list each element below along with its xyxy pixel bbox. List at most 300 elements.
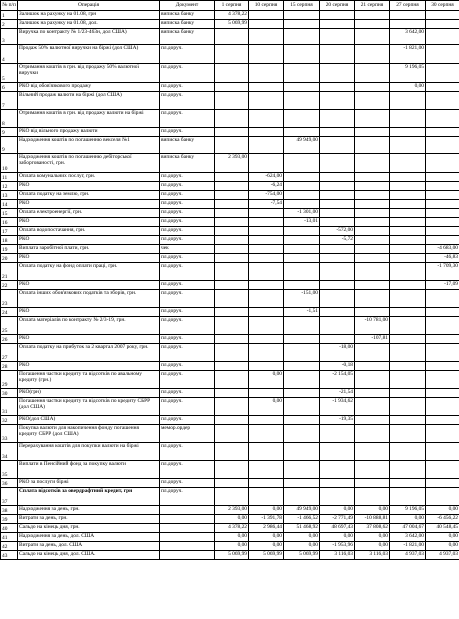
row-number: 3 — [1, 29, 18, 45]
value-cell — [320, 20, 355, 29]
row-number: 5 — [1, 64, 18, 83]
value-cell — [249, 281, 284, 290]
value-cell: 49 949,00 — [284, 506, 320, 515]
value-cell — [355, 308, 390, 317]
value-cell: -10 781,00 — [355, 317, 390, 335]
value-cell — [355, 45, 390, 64]
value-cell: 37 808,62 — [355, 524, 390, 533]
value-cell — [355, 443, 390, 461]
value-cell — [284, 110, 320, 128]
row-number: 17 — [1, 227, 18, 236]
value-cell — [320, 461, 355, 479]
value-cell: -1 391,78 — [249, 515, 284, 524]
operation-cell: РКО — [18, 182, 160, 191]
value-cell — [284, 11, 320, 20]
value-cell: -754,00 — [249, 191, 284, 200]
value-cell: -572,00 — [320, 227, 355, 236]
document-cell: пл.доруч. — [160, 263, 215, 281]
operation-cell: Сальдо на кінець дня, дол. США. — [18, 551, 160, 560]
value-cell — [355, 425, 390, 443]
value-cell — [215, 64, 249, 83]
value-cell — [426, 317, 459, 335]
operation-cell: РКО — [18, 254, 160, 263]
value-cell — [249, 488, 284, 506]
operation-cell: Погашення частки кредиту та відсотків по авальному кредиту (грн.) — [18, 371, 160, 389]
value-cell — [320, 245, 355, 254]
value-cell — [426, 308, 459, 317]
column-header: 20 серпня — [320, 1, 355, 11]
value-cell — [249, 479, 284, 488]
value-cell — [284, 398, 320, 416]
value-cell: 0,00 — [215, 533, 249, 542]
operation-cell: Оплата водопостачання, грн. — [18, 227, 160, 236]
value-cell — [426, 128, 459, 137]
operation-cell: Надходження за день, грн. — [18, 506, 160, 515]
row-number: 21 — [1, 263, 18, 281]
table-row — [1, 29, 459, 45]
value-cell: 3 116,03 — [320, 551, 355, 560]
value-cell — [215, 45, 249, 64]
value-cell — [390, 218, 426, 227]
row-number: 19 — [1, 245, 18, 254]
value-cell: -1 934,62 — [320, 398, 355, 416]
value-cell: -6,24 — [249, 182, 284, 191]
row-number: 8 — [1, 110, 18, 128]
table-row — [1, 389, 459, 398]
operation-cell: РКО(дол США) — [18, 416, 160, 425]
value-cell: 0,00 — [320, 506, 355, 515]
row-number: 11 — [1, 173, 18, 182]
value-cell — [215, 362, 249, 371]
table-row — [1, 64, 459, 83]
value-cell — [284, 317, 320, 335]
value-cell — [215, 218, 249, 227]
document-cell: пл.доруч. — [160, 128, 215, 137]
value-cell — [284, 371, 320, 389]
value-cell — [284, 227, 320, 236]
table-row — [1, 263, 459, 281]
document-cell: пл.доруч. — [160, 461, 215, 479]
table-row — [1, 110, 459, 128]
value-cell — [390, 245, 426, 254]
value-cell — [320, 173, 355, 182]
value-cell — [249, 227, 284, 236]
row-number: 22 — [1, 281, 18, 290]
value-cell — [390, 362, 426, 371]
table-row — [1, 290, 459, 308]
table-row — [1, 524, 459, 533]
value-cell — [320, 308, 355, 317]
value-cell — [355, 110, 390, 128]
document-cell: виписка банку — [160, 154, 215, 173]
value-cell — [215, 308, 249, 317]
column-header: Документ — [160, 1, 215, 11]
value-cell — [390, 443, 426, 461]
operation-cell: Оплата податку на землю, грн. — [18, 191, 160, 200]
row-number: 38 — [1, 506, 18, 515]
row-number: 16 — [1, 218, 18, 227]
value-cell — [249, 344, 284, 362]
value-cell — [284, 416, 320, 425]
value-cell — [284, 281, 320, 290]
value-cell: 48 697,43 — [320, 524, 355, 533]
document-cell — [160, 524, 215, 533]
document-cell: пл.доруч. — [160, 45, 215, 64]
value-cell — [320, 425, 355, 443]
table-row — [1, 371, 459, 389]
value-cell — [215, 371, 249, 389]
value-cell — [426, 154, 459, 173]
row-number: 36 — [1, 479, 18, 488]
document-cell: пл.доруч. — [160, 317, 215, 335]
value-cell — [215, 92, 249, 110]
value-cell — [390, 227, 426, 236]
value-cell: -1 466,52 — [284, 515, 320, 524]
table-row — [1, 542, 459, 551]
row-number: 30 — [1, 389, 18, 398]
row-number: 20 — [1, 254, 18, 263]
value-cell — [215, 398, 249, 416]
value-cell — [355, 344, 390, 362]
value-cell: 0,00 — [320, 533, 355, 542]
operation-cell: Оплата податку на фонд оплати праці, грн. — [18, 263, 160, 281]
row-number: 24 — [1, 308, 18, 317]
document-cell: пл.доруч. — [160, 488, 215, 506]
value-cell — [215, 425, 249, 443]
value-cell: -107,81 — [355, 335, 390, 344]
document-cell: пл.доруч. — [160, 308, 215, 317]
operation-cell: Перерахування коштів для покупки валюти на біржі — [18, 443, 160, 461]
value-cell — [355, 416, 390, 425]
value-cell — [355, 488, 390, 506]
value-cell: -1 301,00 — [284, 209, 320, 218]
table-row — [1, 308, 459, 317]
value-cell — [249, 209, 284, 218]
value-cell — [355, 128, 390, 137]
operation-cell: РКО — [18, 281, 160, 290]
table-row — [1, 92, 459, 110]
table-row — [1, 227, 459, 236]
value-cell — [355, 64, 390, 83]
value-cell — [390, 182, 426, 191]
value-cell — [355, 83, 390, 92]
table-row — [1, 45, 459, 64]
value-cell — [390, 128, 426, 137]
value-cell — [215, 461, 249, 479]
value-cell — [426, 227, 459, 236]
value-cell — [249, 308, 284, 317]
value-cell — [390, 281, 426, 290]
value-cell: -624,00 — [249, 173, 284, 182]
value-cell — [355, 371, 390, 389]
value-cell — [390, 254, 426, 263]
table-row — [1, 128, 459, 137]
value-cell — [320, 443, 355, 461]
value-cell: 9 196,05 — [390, 506, 426, 515]
value-cell — [355, 236, 390, 245]
table-row — [1, 281, 459, 290]
value-cell — [284, 335, 320, 344]
value-cell — [320, 83, 355, 92]
value-cell — [320, 11, 355, 20]
document-cell: пл.доруч. — [160, 236, 215, 245]
column-header: 15 серпня — [284, 1, 320, 11]
document-cell — [160, 533, 215, 542]
document-cell: виписка банку — [160, 20, 215, 29]
value-cell: -0,18 — [320, 362, 355, 371]
value-cell: -1 953,96 — [320, 542, 355, 551]
table-row — [1, 154, 459, 173]
value-cell: 0,00 — [390, 83, 426, 92]
table-row — [1, 488, 459, 506]
value-cell — [426, 344, 459, 362]
value-cell: -1 709,30 — [426, 263, 459, 281]
value-cell: 0,00 — [249, 506, 284, 515]
operation-cell: РКО за послуги біржі — [18, 479, 160, 488]
value-cell — [355, 20, 390, 29]
value-cell — [249, 254, 284, 263]
value-cell — [215, 254, 249, 263]
table-row — [1, 191, 459, 200]
table-header-row — [1, 1, 459, 11]
document-cell: пл.доруч. — [160, 200, 215, 209]
value-cell — [215, 317, 249, 335]
value-cell — [426, 362, 459, 371]
table-row — [1, 200, 459, 209]
operation-cell: Оплата матеріалів по контракту № 2/3-19, грн. — [18, 317, 160, 335]
table-row — [1, 416, 459, 425]
value-cell — [249, 64, 284, 83]
column-header: 1 серпня — [215, 1, 249, 11]
value-cell — [215, 443, 249, 461]
value-cell — [215, 281, 249, 290]
value-cell — [284, 154, 320, 173]
value-cell: 0,00 — [426, 506, 459, 515]
value-cell — [215, 191, 249, 200]
value-cell — [215, 236, 249, 245]
value-cell — [355, 398, 390, 416]
value-cell — [249, 137, 284, 154]
operation-cell: РКО — [18, 236, 160, 245]
value-cell — [215, 263, 249, 281]
value-cell — [355, 362, 390, 371]
operation-cell: Надходження за день, дол. США — [18, 533, 160, 542]
operation-cell: Покупка валюти для накопичення фонду погашення кредиту СБРР (дол США) — [18, 425, 160, 443]
value-cell: 3 642,00 — [390, 533, 426, 542]
value-cell — [390, 209, 426, 218]
document-cell: чек — [160, 245, 215, 254]
value-cell — [284, 344, 320, 362]
value-cell — [390, 173, 426, 182]
document-cell: пл.доруч. — [160, 281, 215, 290]
value-cell — [215, 227, 249, 236]
table-row — [1, 11, 459, 20]
row-number: 25 — [1, 317, 18, 335]
row-number: 10 — [1, 154, 18, 173]
value-cell — [426, 29, 459, 45]
value-cell — [249, 416, 284, 425]
value-cell — [284, 64, 320, 83]
document-cell — [160, 515, 215, 524]
operation-cell: Оплата електроенергії, грн. — [18, 209, 160, 218]
value-cell: 51 468,92 — [284, 524, 320, 533]
operation-cell: РКО від вільного продажу валюти — [18, 128, 160, 137]
value-cell — [426, 218, 459, 227]
value-cell — [249, 29, 284, 45]
value-cell — [249, 362, 284, 371]
row-number: 1 — [1, 11, 18, 20]
value-cell — [355, 137, 390, 154]
value-cell — [426, 92, 459, 110]
value-cell — [390, 290, 426, 308]
row-number: 14 — [1, 200, 18, 209]
document-cell: пл.доруч. — [160, 182, 215, 191]
table-row — [1, 515, 459, 524]
operation-cell: Отримання коштів в грн. від продажу валюти на біржі — [18, 110, 160, 128]
row-number: 12 — [1, 182, 18, 191]
column-header: Операція — [18, 1, 160, 11]
row-number: 13 — [1, 191, 18, 200]
value-cell: 0,00 — [249, 371, 284, 389]
value-cell — [355, 209, 390, 218]
value-cell: 9 196,05 — [390, 64, 426, 83]
value-cell — [284, 263, 320, 281]
value-cell — [284, 461, 320, 479]
value-cell — [426, 45, 459, 64]
value-cell — [249, 317, 284, 335]
document-cell: пл.доруч. — [160, 254, 215, 263]
document-cell: пл.доруч. — [160, 191, 215, 200]
value-cell: 4 937,03 — [426, 551, 459, 560]
value-cell — [284, 362, 320, 371]
value-cell: -4 683,00 — [426, 245, 459, 254]
value-cell — [426, 479, 459, 488]
value-cell — [215, 182, 249, 191]
value-cell — [215, 29, 249, 45]
value-cell — [355, 461, 390, 479]
operation-cell: Виплата заробітної плати, грн. — [18, 245, 160, 254]
table-row — [1, 209, 459, 218]
value-cell — [320, 209, 355, 218]
value-cell — [215, 128, 249, 137]
value-cell — [390, 335, 426, 344]
value-cell — [249, 83, 284, 92]
value-cell — [249, 20, 284, 29]
value-cell — [320, 191, 355, 200]
value-cell: 3 642,00 — [390, 29, 426, 45]
column-header: № п/п — [1, 1, 18, 11]
value-cell — [249, 236, 284, 245]
value-cell — [320, 45, 355, 64]
table-row — [1, 461, 459, 479]
value-cell: -6 456,22 — [426, 515, 459, 524]
value-cell — [215, 137, 249, 154]
value-cell — [426, 11, 459, 20]
value-cell: 0,00 — [249, 542, 284, 551]
document-cell — [160, 542, 215, 551]
document-cell: пл.доруч. — [160, 362, 215, 371]
value-cell — [215, 290, 249, 308]
operation-cell: Оплата податку на прибуток за 2 квартал 2007 року, грн. — [18, 344, 160, 362]
value-cell — [284, 488, 320, 506]
value-cell: -2 771,49 — [320, 515, 355, 524]
value-cell — [215, 245, 249, 254]
document-cell: мемор.ордер — [160, 425, 215, 443]
value-cell — [355, 218, 390, 227]
value-cell — [284, 83, 320, 92]
document-cell — [160, 506, 215, 515]
row-number: 35 — [1, 461, 18, 479]
document-cell: пл.доруч. — [160, 479, 215, 488]
value-cell — [426, 64, 459, 83]
value-cell — [320, 200, 355, 209]
operation-cell: Оплата інших обов'язкових податків та зборів, грн. — [18, 290, 160, 308]
table-row — [1, 443, 459, 461]
operation-cell: РКО від обов'язкового продажу — [18, 83, 160, 92]
document-cell: пл.доруч. — [160, 344, 215, 362]
row-number: 39 — [1, 515, 18, 524]
document-cell: пл.доруч. — [160, 389, 215, 398]
value-cell — [249, 11, 284, 20]
value-cell — [215, 344, 249, 362]
value-cell: 5 069,99 — [215, 20, 249, 29]
table-row — [1, 533, 459, 542]
value-cell — [390, 263, 426, 281]
table-row — [1, 245, 459, 254]
document-cell: пл.доруч. — [160, 227, 215, 236]
row-number: 15 — [1, 209, 18, 218]
value-cell — [390, 425, 426, 443]
operation-cell: Продаж 50% валютної виручки на біржі (дол США) — [18, 45, 160, 64]
value-cell — [390, 416, 426, 425]
value-cell — [355, 227, 390, 236]
value-cell: -18,00 — [320, 344, 355, 362]
value-cell — [284, 45, 320, 64]
value-cell: 0,00 — [426, 533, 459, 542]
operation-cell: Вільний продаж валюти на біржі (дол США) — [18, 92, 160, 110]
value-cell — [426, 443, 459, 461]
value-cell: 47 004,67 — [390, 524, 426, 533]
value-cell — [426, 425, 459, 443]
value-cell — [390, 191, 426, 200]
value-cell — [215, 200, 249, 209]
table-row — [1, 344, 459, 362]
value-cell — [355, 479, 390, 488]
value-cell — [390, 308, 426, 317]
value-cell — [215, 488, 249, 506]
table-row — [1, 20, 459, 29]
operation-cell: Витрати за день, грн. — [18, 515, 160, 524]
value-cell — [426, 83, 459, 92]
operation-cell: Виплати в Пенсійний фонд за покупку валюти — [18, 461, 160, 479]
value-cell — [215, 173, 249, 182]
value-cell: 0,00 — [284, 542, 320, 551]
value-cell — [390, 200, 426, 209]
value-cell — [249, 290, 284, 308]
row-number: 9 — [1, 137, 18, 154]
value-cell: 0,00 — [284, 533, 320, 542]
value-cell: 4 937,03 — [390, 551, 426, 560]
value-cell — [284, 92, 320, 110]
value-cell — [426, 173, 459, 182]
value-cell — [426, 488, 459, 506]
table-row — [1, 425, 459, 443]
value-cell — [390, 20, 426, 29]
row-number: 43 — [1, 551, 18, 560]
value-cell — [249, 335, 284, 344]
table-row — [1, 479, 459, 488]
value-cell — [320, 290, 355, 308]
